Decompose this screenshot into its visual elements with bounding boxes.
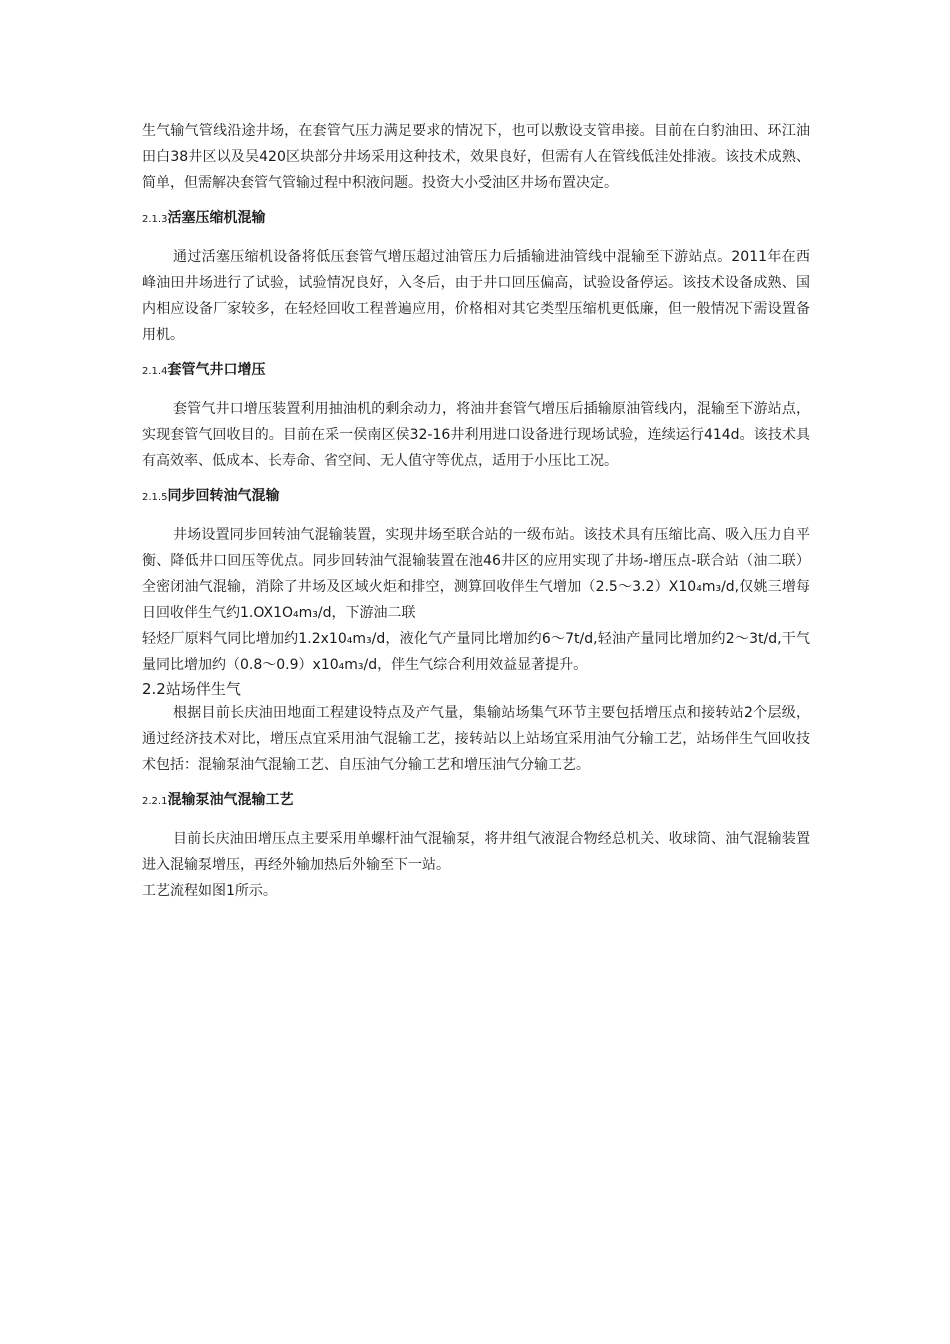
- heading-2-2: 2.2站场伴生气: [142, 680, 241, 698]
- heading-number: 2.1.5: [142, 492, 168, 503]
- heading-2-1-4: [142, 360, 810, 382]
- paragraph-mixed-pump: 目前长庆油田增压点主要采用单螺杆油气混输泵，将井组气液混合物经总机关、收球筒、油气混输装置进入混输泵增压，再经外输加热后外输至下一站。: [142, 831, 810, 873]
- heading-number: 2.2.1: [142, 796, 168, 807]
- paragraph-process-flow: 工艺流程如图1所示。: [142, 883, 277, 899]
- paragraph-synchronous-rotary: 井场设置同步回转油气混输装置，实现井场至联合站的一级布站。该技术具有压缩比高、吸入压力自平衡、降低井口回压等优点。同步回转油气混输装置在池46井区的应用实现了井场-增压点-联合站（油二联）全密闭油气混输，消除了井场及区域火炬和排空，测算回收伴生气增加（2.5〜3.2）X10₄m₃/d,仅姚三增每日回收伴生气约1.OX1O₄m₃/d，下游油二联: [142, 527, 810, 621]
- paragraph-station-gas: 根据目前长庆油田地面工程建设特点及产气量，集输站场集气环节主要包括增压点和接转站2个层级，通过经济技术对比，增压点宜采用油气混输工艺，接转站以上站场宜采用油气分输工艺，站场伴生气回收技术包括：混输泵油气混输工艺、自压油气分输工艺和增压油气分输工艺。: [142, 705, 810, 773]
- paragraph-casing-gas-pipeline: 生气输气管线沿途井场，在套管气压力满足要求的情况下，也可以敷设支管串接。目前在白豹油田、环江油田白38井区以及吴420区块部分井场采用这种技术，效果良好，但需有人在管线低洼处排液。该技术成熟、简单，但需解决套管气管输过程中积液问题。投资大小受油区井场布置决定。: [142, 123, 810, 191]
- heading-title: 套管气井口增压: [167, 362, 266, 378]
- paragraph-piston-compressor: 通过活塞压缩机设备将低压套管气增压超过油管压力后插输进油管线中混输至下游站点。2011年在西峰油田井场进行了试验，试验情况良好，入冬后，由于井口回压偏高，试验设备停运。该技术设备成熟、国内相应设备厂家较多，在轻烃回收工程普遍应用，价格相对其它类型压缩机更低廉，但一般情况下需设置备用机。: [142, 249, 810, 343]
- paragraph-wellhead-boosting: 套管气井口增压装置利用抽油机的剩余动力，将油井套管气增压后插输原油管线内，混输至下游站点，实现套管气回收目的。目前在采一侯南区侯32-16井利用进口设备进行现场试验，连续运行414d。该技术具有高效率、低成本、长寿命、省空间、无人值守等优点，适用于小压比工况。: [142, 401, 810, 469]
- heading-title: 活塞压缩机混输: [167, 210, 266, 226]
- heading-title: 同步回转油气混输: [167, 488, 280, 504]
- heading-title: 混输泵油气混输工艺: [167, 792, 294, 808]
- document-page: [142, 118, 810, 904]
- heading-number: 2.1.4: [142, 366, 168, 377]
- heading-2-2-1: [142, 790, 810, 812]
- heading-2-1-5: [142, 486, 810, 508]
- heading-number: 2.1.3: [142, 214, 168, 225]
- heading-2-1-3: [142, 208, 810, 230]
- paragraph-light-hydrocarbon: 轻烃厂原料气同比增加约1.2x10₄m₃/d，液化气产量同比增加约6〜7t/d,轻油产量同比增加约2〜3t/d,干气量同比增加约（0.8〜0.9）x10₄m₃/d，伴生气综合利用效益显著提升。: [142, 631, 810, 673]
